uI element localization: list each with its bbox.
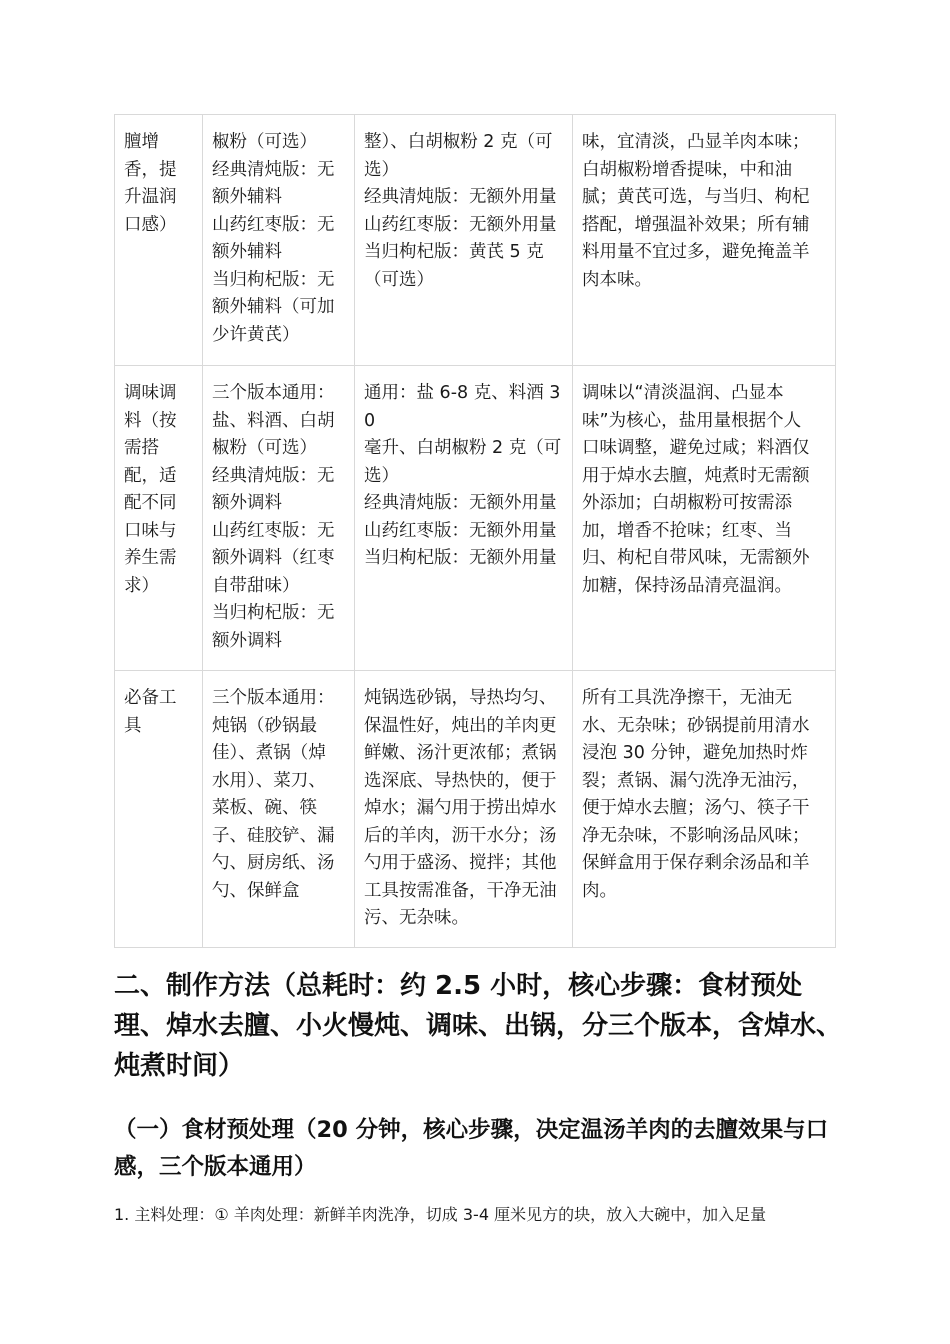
cell-line: 少许黄芪） — [212, 324, 300, 345]
cell-line: 经典清炖版：无额外用量 — [364, 187, 557, 207]
table-cell-notes — [573, 115, 836, 366]
cell-line: 浸泡 30 分钟，避免加热时炸 — [582, 743, 808, 763]
cell-line: 调味调 — [124, 383, 177, 403]
cell-line: 便于焯水去膻；汤勺、筷子干 — [582, 798, 810, 818]
table-cell-category — [115, 671, 203, 948]
cell-line: 必备工 — [124, 688, 177, 708]
cell-line: 椒粉（可选） — [212, 438, 317, 458]
cell-line: 勺用于盛汤、搅拌；其他 — [364, 853, 557, 873]
cell-line: 山药红枣版：无 — [212, 520, 335, 541]
cell-line: 加，增香不抢味；红枣、当 — [582, 520, 792, 541]
cell-line: （可选） — [364, 269, 434, 290]
cell-line: 所有工具洗净擦干，无油无 — [582, 688, 792, 708]
cell-line: 当归枸杞版：无 — [212, 603, 335, 623]
cell-line: 保温性好，炖出的羊肉更 — [364, 715, 557, 736]
table-cell-category — [115, 115, 203, 366]
cell-line: 用于焯水去膻，炖煮时无需额 — [582, 465, 810, 486]
cell-line: 搭配，增强温补效果；所有辅 — [582, 214, 810, 235]
cell-line: 口味与 — [124, 520, 177, 541]
cell-line: 毫升、白胡椒粉 2 克（可 — [364, 438, 562, 458]
cell-line: 额外调料 — [212, 493, 282, 513]
cell-line: 膻增 — [124, 132, 159, 152]
table-cell-notes — [573, 366, 836, 671]
subsection-heading: （一）食材预处理（20 分钟，核心步骤，决定温汤羊肉的去膻效果与口感，三个版本通用） — [114, 1117, 829, 1180]
cell-line: 归、枸杞自带风味，无需额外 — [582, 548, 810, 568]
cell-line: 保鲜盒用于保存剩余汤品和羊 — [582, 853, 810, 873]
cell-line: 山药红枣版：无额外用量 — [364, 214, 557, 235]
table-cell-amount — [355, 671, 573, 948]
cell-line: 水、无杂味；砂锅提前用清水 — [582, 715, 810, 736]
table-row — [115, 366, 836, 671]
cell-line: 味”为核心，盐用量根据个人 — [582, 410, 802, 431]
cell-line: 配，适 — [124, 465, 177, 486]
cell-line: 当归枸杞版：无额外用量 — [364, 548, 557, 568]
cell-line: 肉本味。 — [582, 269, 652, 290]
cell-line: 裂；煮锅、漏勺洗净无油污， — [582, 770, 810, 791]
cell-line: 额外辅料 — [212, 187, 282, 207]
cell-line: 外添加；白胡椒粉可按需添 — [582, 493, 792, 513]
cell-line: 工具按需准备，干净无油 — [364, 880, 557, 901]
cell-line: 水用）、菜刀、 — [212, 770, 326, 791]
cell-line: 选） — [364, 159, 399, 180]
cell-line: 调味以“清淡温润、凸显本 — [582, 383, 784, 403]
cell-line: 山药红枣版：无额外用量 — [364, 520, 557, 541]
table-cell-amount — [355, 366, 573, 671]
table-cell-ingredients — [203, 671, 355, 948]
cell-line: 需搭 — [124, 438, 159, 458]
cell-line: 三个版本通用： — [212, 383, 335, 403]
section-heading: 二、制作方法（总耗时：约 2.5 小时，核心步骤：食材预处理、焯水去膻、小火慢炖、调味、出锅，分三个版本，含焯水、炖煮时间） — [114, 971, 843, 1081]
body-paragraph: 1. 主料处理：① 羊肉处理：新鲜羊肉洗净，切成 3-4 厘米见方的块，放入大碗中，加入足量 — [114, 1205, 767, 1224]
cell-line: 后的羊肉，沥干水分；汤 — [364, 825, 557, 846]
table-cell-ingredients — [203, 115, 355, 366]
cell-line: 山药红枣版：无 — [212, 214, 335, 235]
cell-line: 经典清炖版：无额外用量 — [364, 493, 557, 513]
table-cell-notes — [573, 671, 836, 948]
cell-line: 当归枸杞版：黄芪 5 克 — [364, 242, 544, 262]
cell-line: 盐、料酒、白胡 — [212, 410, 335, 431]
cell-line: 子、硅胶铲、漏 — [212, 825, 335, 846]
table-cell-ingredients — [203, 366, 355, 671]
cell-line: 当归枸杞版：无 — [212, 269, 335, 290]
cell-line: 额外辅料 — [212, 242, 282, 262]
cell-line: 香，提 — [124, 159, 177, 180]
cell-line: 具 — [124, 715, 142, 736]
cell-line: 焯水；漏勺用于捞出焯水 — [364, 798, 557, 818]
cell-line: 经典清炖版：无 — [212, 465, 335, 486]
cell-line: 加糖，保持汤品清亮温润。 — [582, 575, 792, 596]
cell-line: 额外调料（红枣 — [212, 548, 335, 568]
cell-line: 口味调整，避免过咸；料酒仅 — [582, 438, 810, 458]
cell-line: 三个版本通用： — [212, 688, 335, 708]
recipe-table — [114, 114, 836, 948]
cell-line: 勺、厨房纸、汤 — [212, 853, 335, 873]
cell-line: 自带甜味） — [212, 575, 300, 596]
cell-line: 炖锅选砂锅，导热均匀、 — [364, 688, 557, 708]
cell-line: 污、无杂味。 — [364, 908, 469, 928]
cell-line: 通用：盐 6-8 克、料酒 30 — [364, 383, 561, 431]
cell-line: 求） — [124, 575, 159, 596]
cell-line: 腻；黄芪可选，与当归、枸杞 — [582, 187, 810, 207]
cell-line: 额外辅料（可加 — [212, 297, 335, 317]
cell-line: 整）、白胡椒粉 2 克（可 — [364, 132, 553, 152]
cell-line: 升温润 — [124, 187, 177, 207]
cell-line: 料用量不宜过多，避免掩盖羊 — [582, 242, 810, 262]
cell-line: 白胡椒粉增香提味，中和油 — [582, 159, 792, 180]
cell-line: 额外调料 — [212, 630, 282, 651]
cell-line: 养生需 — [124, 548, 177, 568]
cell-line: 菜板、碗、筷 — [212, 798, 317, 818]
cell-line: 鲜嫩、汤汁更浓郁；煮锅 — [364, 743, 557, 763]
cell-line: 椒粉（可选） — [212, 132, 317, 152]
cell-line: 佳）、煮锅（焯 — [212, 743, 326, 763]
cell-line: 净无杂味，不影响汤品风味； — [582, 825, 810, 846]
cell-line: 经典清炖版：无 — [212, 159, 335, 180]
table-cell-category — [115, 366, 203, 671]
cell-line: 口感） — [124, 214, 177, 235]
cell-line: 炖锅（砂锅最 — [212, 715, 317, 736]
table-row — [115, 115, 836, 366]
cell-line: 配不同 — [124, 493, 177, 513]
cell-line: 选） — [364, 465, 399, 486]
table-row — [115, 671, 836, 948]
table-cell-amount — [355, 115, 573, 366]
cell-line: 肉。 — [582, 880, 617, 901]
cell-line: 味，宜清淡，凸显羊肉本味； — [582, 132, 810, 152]
cell-line: 勺、保鲜盒 — [212, 880, 300, 901]
cell-line: 料（按 — [124, 410, 177, 431]
cell-line: 选深底、导热快的，便于 — [364, 770, 557, 791]
